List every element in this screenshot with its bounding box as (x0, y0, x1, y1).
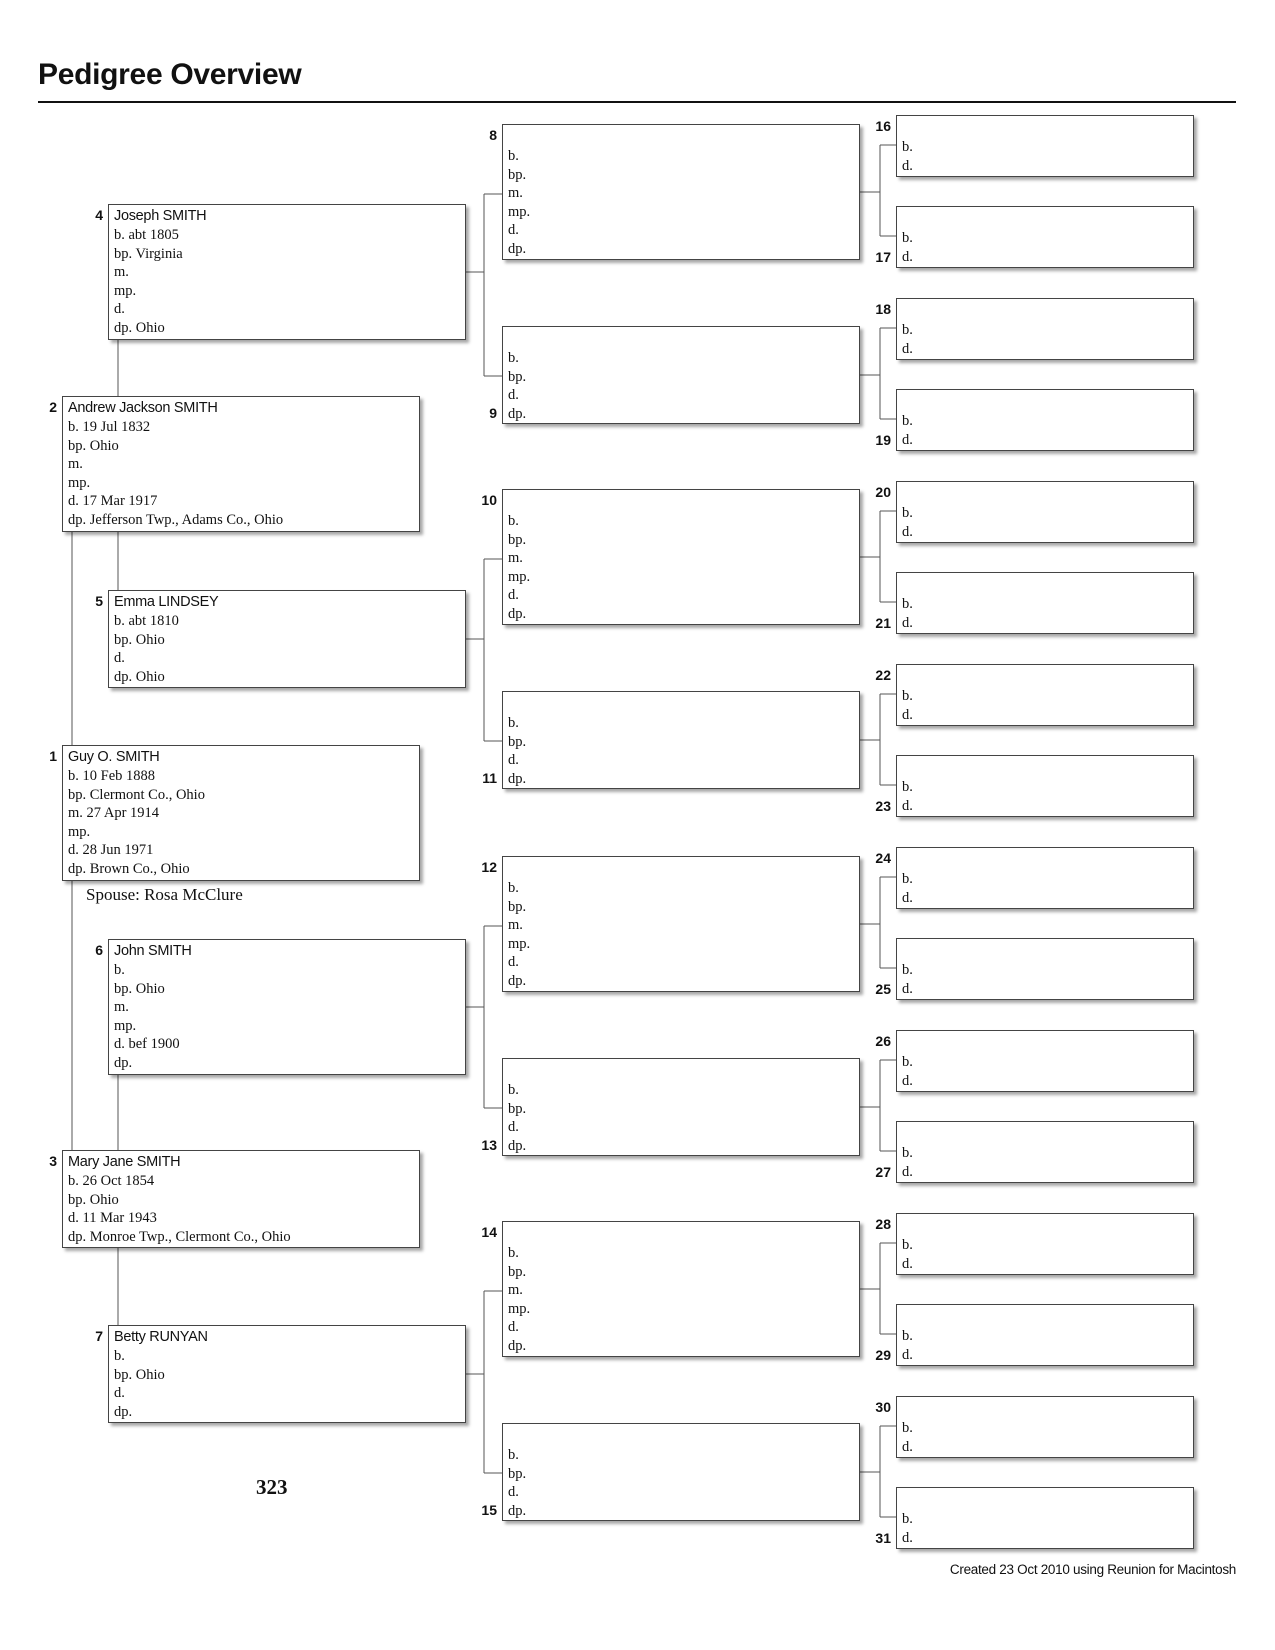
person-box-27 (896, 1121, 1194, 1183)
person-detail-line: d. (902, 157, 913, 174)
person-number-14: 14 (481, 1224, 497, 1240)
person-detail-line: b. (902, 1054, 913, 1070)
person-number-6: 6 (95, 942, 103, 958)
person-number-4: 4 (95, 207, 103, 223)
person-detail-line: d. 28 Jun 1971 (68, 842, 154, 858)
person-number-19: 19 (875, 432, 891, 448)
person-number-18: 18 (875, 301, 891, 317)
person-detail-line: d. (902, 1529, 913, 1546)
person-detail-line: d. (902, 1255, 913, 1272)
person-detail-line: b. (902, 871, 913, 887)
person-box-24 (896, 847, 1194, 909)
person-detail-line: d. (902, 1346, 913, 1363)
person-detail-line: b. (508, 1245, 519, 1261)
person-detail-line: d. (902, 1438, 913, 1455)
person-name: John SMITH (114, 943, 192, 959)
person-detail-line: d. (902, 340, 913, 357)
person-detail-line: bp. Ohio (68, 1191, 119, 1208)
person-number-17: 17 (875, 249, 891, 265)
person-detail-line: bp. (508, 166, 527, 183)
person-box-29 (896, 1304, 1194, 1366)
person-box-8 (502, 124, 860, 260)
person-detail-line: d. (902, 706, 913, 723)
person-detail-line: b. (902, 1420, 913, 1436)
person-detail-line: d. (902, 1072, 913, 1089)
person-number-21: 21 (875, 615, 891, 631)
person-detail-line: dp. (508, 240, 527, 257)
person-detail-line: dp. Ohio (114, 668, 165, 685)
footer-credit: Created 23 Oct 2010 using Reunion for Macintosh (949, 1562, 1236, 1577)
person-box-5 (108, 590, 466, 688)
person-detail-line: b. (902, 230, 913, 246)
person-name: Emma LINDSEY (114, 594, 219, 610)
person-detail-line: m. (508, 1282, 523, 1298)
person-detail-line: b. (902, 1511, 913, 1527)
person-detail-line: b. 10 Feb 1888 (68, 768, 155, 784)
person-detail-line: dp. (114, 1054, 133, 1071)
person-detail-line: d. (508, 1119, 519, 1135)
person-detail-line: mp. (114, 282, 137, 299)
person-detail-line: b. (902, 139, 913, 155)
person-box-13 (502, 1058, 860, 1156)
person-detail-line: d. (902, 889, 913, 906)
person-detail-line: d. (508, 587, 519, 603)
person-detail-line: d. (114, 650, 125, 666)
person-number-11: 11 (482, 770, 497, 786)
person-box-1 (62, 745, 420, 881)
person-detail-line: dp. (508, 405, 527, 422)
person-number-30: 30 (875, 1399, 891, 1415)
person-detail-line: b. (508, 513, 519, 529)
person-name: Mary Jane SMITH (68, 1154, 181, 1170)
person-detail-line: b. (902, 1145, 913, 1161)
person-number-13: 13 (481, 1137, 497, 1153)
person-detail-line: mp. (114, 1017, 137, 1034)
person-detail-line: d. (902, 614, 913, 631)
person-detail-line: b. (902, 779, 913, 795)
person-detail-line: bp. Clermont Co., Ohio (68, 786, 205, 803)
person-detail-line: bp. Ohio (114, 631, 165, 648)
person-box-11 (502, 691, 860, 789)
person-box-20 (896, 481, 1194, 543)
person-detail-line: mp. (508, 935, 531, 952)
person-detail-line: dp. Brown Co., Ohio (68, 860, 190, 877)
person-detail-line: m. (114, 999, 129, 1015)
person-box-17 (896, 206, 1194, 268)
person-detail-line: d. (902, 1163, 913, 1180)
person-detail-line: b. abt 1805 (114, 227, 179, 243)
spouse-line: Spouse: Rosa McClure (86, 885, 243, 904)
person-detail-line: b. 26 Oct 1854 (68, 1173, 155, 1189)
person-number-1: 1 (49, 748, 57, 764)
person-detail-line: d. (508, 954, 519, 970)
person-box-2 (62, 396, 420, 532)
person-detail-line: dp. (508, 1502, 527, 1519)
person-detail-line: d. 17 Mar 1917 (68, 493, 158, 509)
person-detail-line: bp. Ohio (114, 1366, 165, 1383)
person-box-28 (896, 1213, 1194, 1275)
person-detail-line: b. (508, 148, 519, 164)
person-box-26 (896, 1030, 1194, 1092)
person-detail-line: dp. Ohio (114, 319, 165, 336)
person-name: Joseph SMITH (114, 208, 207, 224)
person-detail-line: dp. (508, 1137, 527, 1154)
person-detail-line: bp. Virginia (114, 245, 183, 262)
person-detail-line: b. (902, 688, 913, 704)
person-detail-line: b. (902, 505, 913, 521)
page-number: 323 (256, 1475, 288, 1499)
person-detail-line: b. 19 Jul 1832 (68, 419, 151, 435)
person-detail-line: bp. (508, 368, 527, 385)
person-name: Andrew Jackson SMITH (68, 400, 218, 416)
person-detail-line: m. (114, 264, 129, 280)
person-box-10 (502, 489, 860, 625)
person-box-30 (896, 1396, 1194, 1458)
person-detail-line: d. (902, 248, 913, 265)
person-number-25: 25 (875, 981, 891, 997)
person-box-16 (896, 115, 1194, 177)
person-detail-line: m. 27 Apr 1914 (68, 805, 160, 821)
person-number-20: 20 (875, 484, 891, 500)
person-box-19 (896, 389, 1194, 451)
person-number-10: 10 (481, 492, 497, 508)
person-detail-line: b. (508, 1447, 519, 1463)
person-detail-line: dp. (114, 1403, 133, 1420)
person-detail-line: d. (902, 980, 913, 997)
person-number-24: 24 (875, 850, 891, 866)
person-detail-line: b. (902, 413, 913, 429)
person-detail-line: dp. Jefferson Twp., Adams Co., Ohio (68, 511, 284, 528)
person-detail-line: bp. (508, 733, 527, 750)
person-detail-line: m. (508, 185, 523, 201)
person-number-23: 23 (875, 798, 891, 814)
person-detail-line: d. (902, 797, 913, 814)
person-detail-line: b. (902, 1328, 913, 1344)
person-box-7 (108, 1325, 466, 1423)
person-detail-line: b. (902, 596, 913, 612)
person-box-3 (62, 1150, 420, 1248)
person-number-16: 16 (875, 118, 891, 134)
person-detail-line: bp. (508, 1465, 527, 1482)
person-box-6 (108, 939, 466, 1075)
person-detail-line: d. (508, 752, 519, 768)
page-title: Pedigree Overview (38, 58, 302, 91)
person-number-9: 9 (489, 405, 497, 421)
person-number-27: 27 (875, 1164, 891, 1180)
person-number-2: 2 (49, 399, 57, 415)
person-detail-line: bp. (508, 1100, 527, 1117)
person-number-5: 5 (95, 593, 103, 609)
person-number-12: 12 (481, 859, 497, 875)
person-detail-line: dp. (508, 972, 527, 989)
person-detail-line: dp. (508, 1337, 527, 1354)
person-detail-line: d. 11 Mar 1943 (68, 1210, 157, 1226)
person-number-31: 31 (875, 1530, 891, 1546)
person-box-9 (502, 326, 860, 424)
person-name: Betty RUNYAN (114, 1329, 208, 1345)
person-detail-line: d. (902, 523, 913, 540)
person-number-26: 26 (875, 1033, 891, 1049)
person-detail-line: mp. (68, 474, 91, 491)
person-detail-line: b. (508, 880, 519, 896)
person-detail-line: b. (902, 962, 913, 978)
person-number-3: 3 (49, 1153, 57, 1169)
person-detail-line: mp. (508, 203, 531, 220)
person-number-7: 7 (95, 1328, 103, 1344)
person-box-25 (896, 938, 1194, 1000)
person-detail-line: b. abt 1810 (114, 613, 179, 629)
person-detail-line: mp. (508, 568, 531, 585)
person-number-15: 15 (481, 1502, 497, 1518)
person-detail-line: dp. Monroe Twp., Clermont Co., Ohio (68, 1228, 291, 1245)
person-detail-line: bp. (508, 531, 527, 548)
person-number-28: 28 (875, 1216, 891, 1232)
person-detail-line: b. (114, 1348, 125, 1364)
person-detail-line: d. bef 1900 (114, 1036, 180, 1052)
person-detail-line: bp. Ohio (68, 437, 119, 454)
person-box-14 (502, 1221, 860, 1357)
person-detail-line: mp. (508, 1300, 531, 1317)
person-detail-line: d. (902, 431, 913, 448)
person-box-23 (896, 755, 1194, 817)
person-detail-line: m. (68, 456, 83, 472)
person-detail-line: d. (508, 222, 519, 238)
person-detail-line: b. (508, 1082, 519, 1098)
person-box-31 (896, 1487, 1194, 1549)
person-box-4 (108, 204, 466, 340)
person-detail-line: bp. Ohio (114, 980, 165, 997)
person-detail-line: d. (114, 1385, 125, 1401)
person-detail-line: bp. (508, 898, 527, 915)
person-number-8: 8 (489, 127, 497, 143)
person-detail-line: bp. (508, 1263, 527, 1280)
person-box-15 (502, 1423, 860, 1521)
person-detail-line: d. (114, 301, 125, 317)
person-detail-line: d. (508, 387, 519, 403)
person-name: Guy O. SMITH (68, 749, 160, 765)
person-box-21 (896, 572, 1194, 634)
person-detail-line: b. (508, 350, 519, 366)
person-box-22 (896, 664, 1194, 726)
person-detail-line: d. (508, 1484, 519, 1500)
person-detail-line: mp. (68, 823, 91, 840)
person-detail-line: b. (508, 715, 519, 731)
person-detail-line: dp. (508, 605, 527, 622)
person-detail-line: dp. (508, 770, 527, 787)
person-detail-line: b. (902, 322, 913, 338)
person-number-29: 29 (875, 1347, 891, 1363)
person-detail-line: m. (508, 917, 523, 933)
person-number-22: 22 (875, 667, 891, 683)
person-detail-line: m. (508, 550, 523, 566)
person-detail-line: b. (902, 1237, 913, 1253)
person-box-12 (502, 856, 860, 992)
person-detail-line: b. (114, 962, 125, 978)
person-box-18 (896, 298, 1194, 360)
person-detail-line: d. (508, 1319, 519, 1335)
